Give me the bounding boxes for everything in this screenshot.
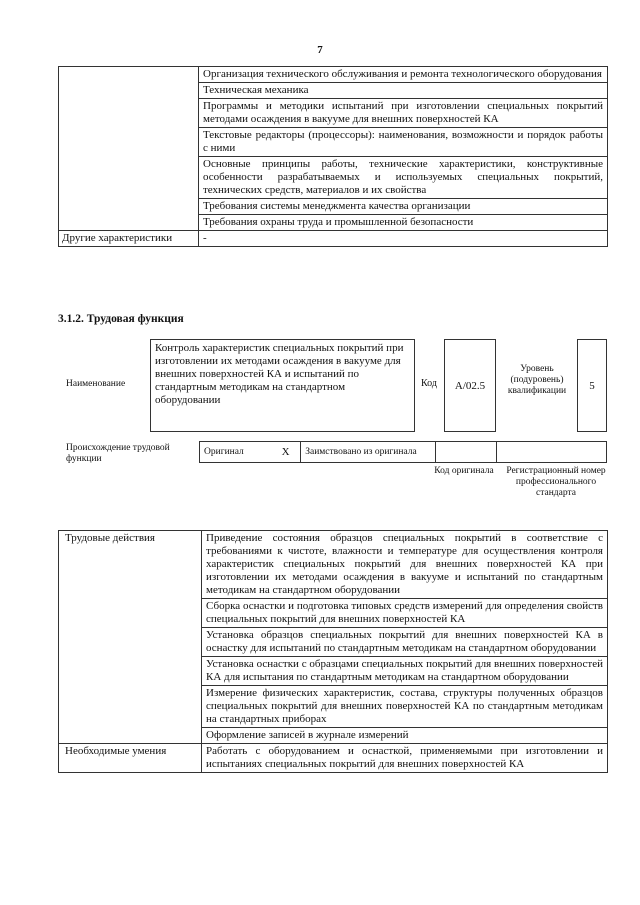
table-cell: Оформление записей в журнале измерений	[202, 728, 608, 744]
table-cell: Организация технического обслуживания и ремонта технологического оборудования	[199, 67, 608, 83]
table-row	[59, 231, 608, 247]
table-cell: -	[199, 231, 608, 247]
table-row	[59, 67, 608, 83]
table-cell: Основные принципы работы, технические характеристики, конструктивные особенности разрабатываемых и используемых специальных покрытий, технических средств, материалов и их свойства	[199, 157, 608, 199]
section-heading: 3.1.2. Трудовая функция	[58, 313, 184, 325]
original-mark: X	[271, 442, 301, 463]
row-label	[59, 67, 199, 231]
row-label: Другие характеристики	[59, 231, 199, 247]
table-cell: Требования охраны труда и промышленной безопасности	[199, 215, 608, 231]
name-label: Наименование	[66, 379, 126, 389]
code-value: А/02.5	[444, 339, 496, 432]
table-cell: Измерение физических характеристик, состава, структуры полученных образцов специальных покрытий для внешних поверхностей КА по стандартным методикам на стандартных приборах	[202, 686, 608, 728]
table-row	[59, 744, 608, 773]
code-cell	[435, 442, 497, 463]
row-label: Трудовые действия	[59, 531, 202, 744]
table-cell: Установка оснастки с образцами специальных покрытий для внешних поверхностей КА для испытания по стандартным методикам на стандартном оборудовании	[202, 657, 608, 686]
table-cell: Программы и методики испытаний при изготовлении специальных покрытий методами осаждения в вакууме для внешних поверхностей КА	[199, 99, 608, 128]
table-cell: Сборка оснастки и подготовка типовых средств измерений для определения свойств специальных покрытий для внешних поверхностей КА	[202, 599, 608, 628]
function-name: Контроль характеристик специальных покрытий при изготовлении их методами осаждения в вакууме для внешних поверхностей КА и испытаний по стандартным методикам на стандартном оборудовании	[150, 339, 415, 432]
table-cell: Установка образцов специальных покрытий для внешних поверхностей КА в оснастку для испытаний по стандартным методикам на стандартном оборудовании	[202, 628, 608, 657]
borrowed-label: Заимствовано из оригинала	[301, 442, 436, 463]
table-cell: Работать с оборудованием и оснасткой, применяемыми при изготовлении и испытаниях специальных покрытий для внешних поверхностей КА	[202, 744, 608, 773]
row-label: Необходимые умения	[59, 744, 202, 773]
table-row	[59, 531, 608, 599]
knowledge-table	[58, 66, 608, 247]
table-cell: Требования системы менеджмента качества организации	[199, 199, 608, 215]
level-label: Уровень (подуровень) квалификации	[507, 364, 567, 396]
original-label: Оригинал	[200, 442, 271, 463]
origin-label: Происхождение трудовой функции	[66, 443, 170, 464]
code-caption: Код оригинала	[434, 466, 494, 476]
table-cell: Техническая механика	[199, 83, 608, 99]
origin-table	[199, 441, 607, 463]
page-number: 7	[317, 44, 323, 56]
code-label: Код	[421, 378, 437, 389]
table-cell: Приведение состояния образцов специальных покрытий в соответствие с требованиями к чистоте, влажности и температуре для осуществления контроля характеристик специальных покрытий для внешних поверхностей КА при изготовлении их методами осаждения в вакууме и испытаний по стандартным методикам на стандартном оборудовании	[202, 531, 608, 599]
level-value: 5	[577, 339, 607, 432]
reg-caption: Регистрационный номер профессионального стандарта	[506, 466, 606, 498]
actions-table	[58, 530, 608, 773]
table-row	[200, 442, 607, 463]
reg-cell	[497, 442, 607, 463]
table-cell: Текстовые редакторы (процессоры): наименования, возможности и порядок работы с ними	[199, 128, 608, 157]
